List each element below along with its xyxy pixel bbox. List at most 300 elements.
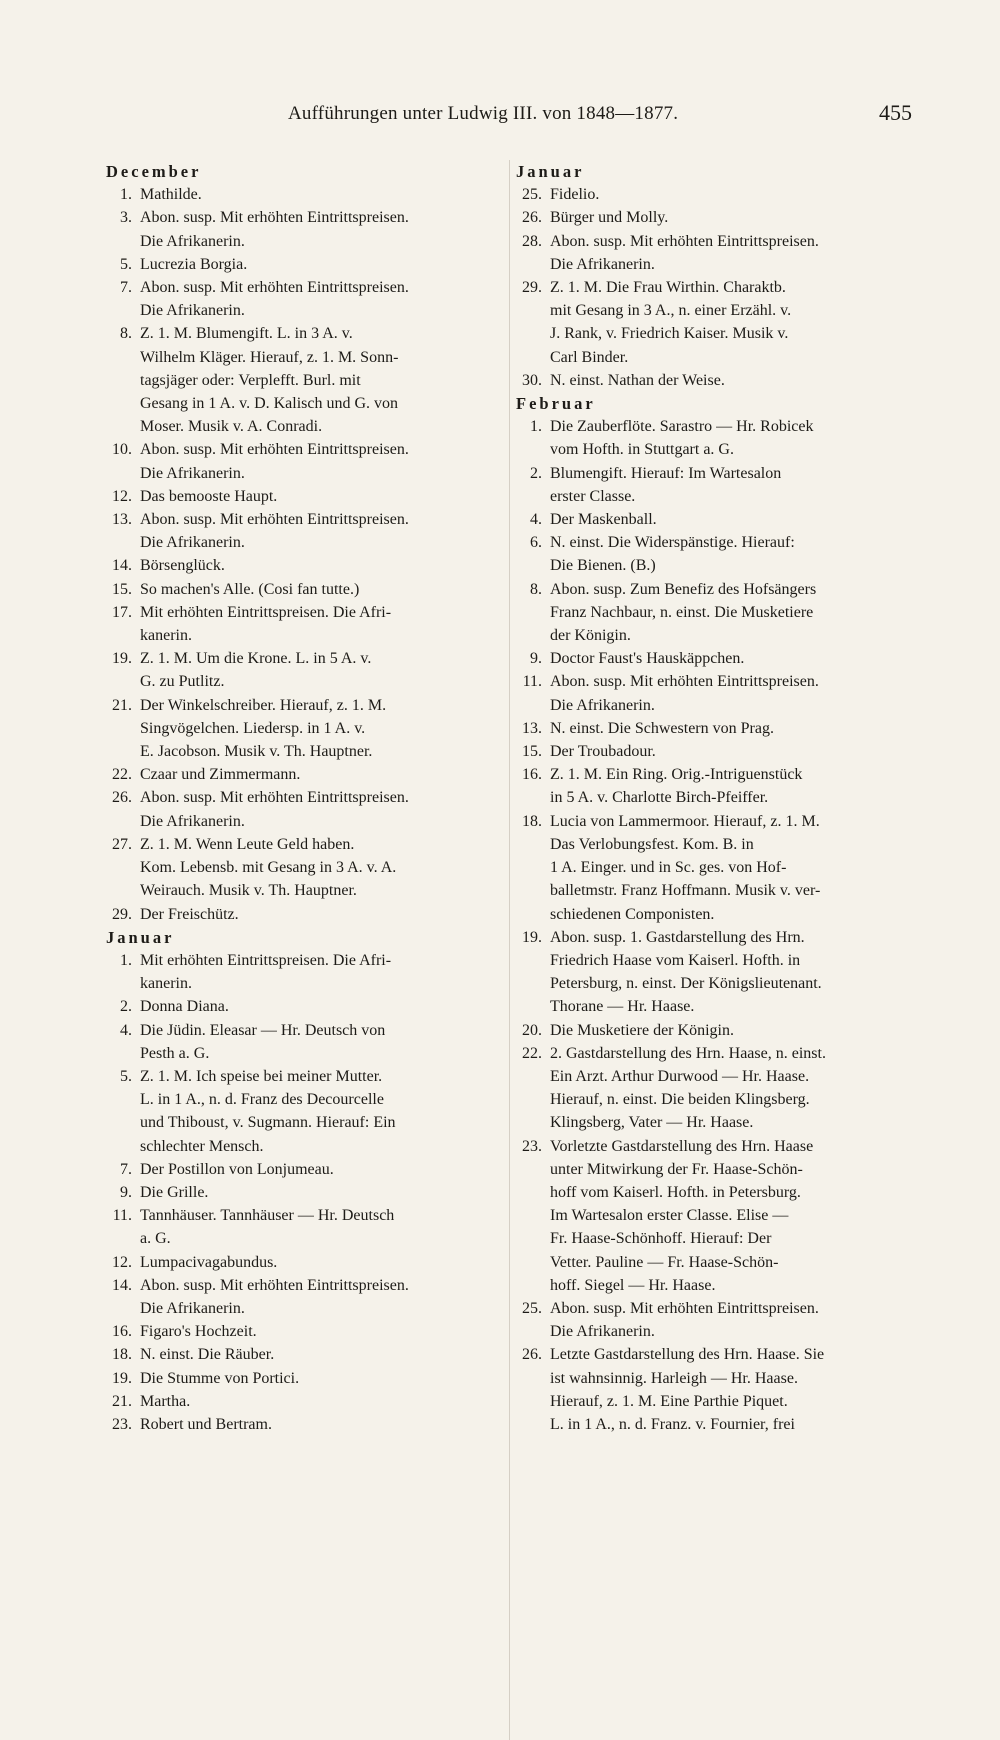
entry-day: 6.	[530, 534, 542, 552]
entry-continuation	[516, 1413, 916, 1436]
performance-entry	[106, 694, 504, 717]
performance-entry	[106, 763, 504, 786]
entry-day	[106, 1042, 140, 1065]
entry-text: balletmstr. Franz Hoffmann. Musik v. ver-	[550, 882, 821, 900]
entry-text: Figaro's Hochzeit.	[140, 1323, 257, 1341]
entry-day: 21.	[112, 696, 132, 714]
entry-continuation	[106, 740, 504, 763]
performance-entry	[106, 1367, 504, 1390]
entry-continuation	[516, 299, 916, 322]
entry-text: Die Zauberflöte. Sarastro — Hr. Robicek	[550, 418, 814, 436]
entry-continuation	[516, 1390, 916, 1413]
performance-entry	[106, 786, 504, 809]
entry-continuation	[106, 972, 504, 995]
entry-text: Moser. Musik v. A. Conradi.	[140, 418, 323, 436]
entry-text: Fr. Haase-Schönhoff. Hierauf: Der	[550, 1230, 772, 1248]
entry-day: 19.	[112, 650, 132, 668]
entry-text: Ein Arzt. Arthur Durwood — Hr. Haase.	[550, 1067, 810, 1085]
entry-continuation	[516, 833, 916, 856]
entry-continuation	[106, 1042, 504, 1065]
entry-day	[516, 903, 550, 926]
entry-day	[106, 810, 140, 833]
entry-day	[516, 1413, 550, 1436]
entry-day	[516, 1390, 550, 1413]
entry-text: Mit erhöhten Eintrittspreisen. Die Afri-	[140, 951, 392, 969]
entry-day	[516, 694, 550, 717]
performance-entry	[516, 206, 916, 229]
performance-entry	[516, 578, 916, 601]
entry-day	[516, 554, 550, 577]
entry-day	[106, 299, 140, 322]
entry-day	[516, 1181, 550, 1204]
entry-day: 9.	[120, 1183, 132, 1201]
entry-text: Die Afrikanerin.	[140, 534, 245, 552]
performance-entry	[106, 833, 504, 856]
entry-continuation	[106, 1111, 504, 1134]
entry-text: Abon. susp. 1. Gastdarstellung des Hrn.	[550, 928, 805, 946]
performance-entry	[106, 1343, 504, 1366]
entry-day: 29.	[522, 279, 542, 297]
performance-entry	[516, 462, 916, 485]
entry-text: hoff vom Kaiserl. Hofth. in Petersburg.	[550, 1183, 801, 1201]
entry-text: Lumpacivagabundus.	[140, 1253, 278, 1271]
performance-entry	[106, 554, 504, 577]
performance-entry	[106, 1204, 504, 1227]
entry-text: Abon. susp. Mit erhöhten Eintrittspreisen.	[140, 789, 409, 807]
entry-text: Z. 1. M. Wenn Leute Geld haben.	[140, 835, 355, 853]
performance-entry	[106, 276, 504, 299]
performance-entry	[516, 1042, 916, 1065]
entry-day	[106, 346, 140, 369]
entry-text: Vetter. Pauline — Fr. Haase-Schön-	[550, 1253, 779, 1271]
entry-text: mit Gesang in 3 A., n. einer Erzähl. v.	[550, 302, 792, 320]
performance-entry	[516, 531, 916, 554]
entry-text: kanerin.	[140, 975, 192, 993]
performance-entry	[106, 322, 504, 345]
performance-entry	[516, 717, 916, 740]
entry-continuation	[516, 856, 916, 879]
entry-text: Abon. susp. Zum Benefiz des Hofsängers	[550, 580, 817, 598]
entry-day: 19.	[522, 928, 542, 946]
entry-text: Die Jüdin. Eleasar — Hr. Deutsch von	[140, 1021, 386, 1039]
performance-entry	[516, 415, 916, 438]
entry-day: 14.	[112, 557, 132, 575]
entry-continuation	[106, 1297, 504, 1320]
entry-continuation	[516, 624, 916, 647]
entry-text: Klingsberg, Vater — Hr. Haase.	[550, 1114, 754, 1132]
entry-day	[516, 346, 550, 369]
month-heading: December	[106, 162, 202, 181]
entry-continuation	[106, 346, 504, 369]
entry-text: Abon. susp. Mit erhöhten Eintrittspreisen.	[550, 232, 819, 250]
entry-day	[516, 786, 550, 809]
entry-text: Hierauf, n. einst. Die beiden Klingsberg.	[550, 1091, 810, 1109]
entry-day: 27.	[112, 835, 132, 853]
entry-text: Fidelio.	[550, 186, 600, 204]
entry-text: N. einst. Die Widerspänstige. Hierauf:	[550, 534, 795, 552]
entry-continuation	[516, 1204, 916, 1227]
entry-day: 12.	[112, 1253, 132, 1271]
entry-day: 19.	[112, 1369, 132, 1387]
performance-entry	[106, 1019, 504, 1042]
entry-day: 30.	[522, 371, 542, 389]
entry-day: 4.	[530, 511, 542, 529]
entry-day	[516, 1204, 550, 1227]
entry-day: 10.	[112, 441, 132, 459]
performance-entry	[106, 206, 504, 229]
entry-continuation	[516, 972, 916, 995]
entry-text: ist wahnsinnig. Harleigh — Hr. Haase.	[550, 1369, 798, 1387]
entry-day: 13.	[522, 719, 542, 737]
entry-continuation	[516, 694, 916, 717]
entry-day	[106, 856, 140, 879]
entry-text: Die Afrikanerin.	[140, 464, 245, 482]
performance-entry	[516, 1135, 916, 1158]
entry-text: N. einst. Die Schwestern von Prag.	[550, 719, 774, 737]
entry-text: hoff. Siegel — Hr. Haase.	[550, 1276, 716, 1294]
entry-day	[106, 717, 140, 740]
entry-text: Der Postillon von Lonjumeau.	[140, 1160, 334, 1178]
performance-entry	[516, 670, 916, 693]
entry-day: 14.	[112, 1276, 132, 1294]
entry-text: Blumengift. Hierauf: Im Wartesalon	[550, 464, 782, 482]
entry-text: Z. 1. M. Ein Ring. Orig.-Intriguenstück	[550, 766, 803, 784]
entry-day: 20.	[522, 1021, 542, 1039]
entry-text: Letzte Gastdarstellung des Hrn. Haase. Sie	[550, 1346, 825, 1364]
entry-text: Carl Binder.	[550, 348, 629, 366]
entry-day: 22.	[112, 766, 132, 784]
entry-continuation	[516, 438, 916, 461]
entry-continuation	[106, 230, 504, 253]
entry-day	[516, 856, 550, 879]
entry-continuation	[516, 786, 916, 809]
entry-day	[516, 485, 550, 508]
performance-entry	[106, 578, 504, 601]
performance-entry	[516, 1343, 916, 1366]
entry-text: Vorletzte Gastdarstellung des Hrn. Haase	[550, 1137, 814, 1155]
entry-text: Robert und Bertram.	[140, 1415, 272, 1433]
entry-day	[516, 601, 550, 624]
entry-text: E. Jacobson. Musik v. Th. Hauptner.	[140, 743, 373, 761]
entry-text: Die Afrikanerin.	[550, 1323, 655, 1341]
entry-text: L. in 1 A., n. d. Franz des Decourcelle	[140, 1091, 384, 1109]
performance-entry	[516, 230, 916, 253]
performance-entry	[106, 485, 504, 508]
entry-day: 29.	[112, 905, 132, 923]
entry-text: L. in 1 A., n. d. Franz. v. Fournier, frei	[550, 1415, 795, 1433]
entry-day: 8.	[530, 580, 542, 598]
entry-continuation	[106, 1227, 504, 1250]
entry-day: 5.	[120, 1067, 132, 1085]
performance-entry	[516, 810, 916, 833]
month-heading: Februar	[516, 394, 596, 414]
entry-text: vom Hofth. in Stuttgart a. G.	[550, 441, 734, 459]
entry-text: Z. 1. M. Um die Krone. L. in 5 A. v.	[140, 650, 372, 668]
entry-day	[106, 392, 140, 415]
performance-entry	[516, 1019, 916, 1042]
entry-text: Doctor Faust's Hauskäppchen.	[550, 650, 745, 668]
performance-entry	[106, 601, 504, 624]
entry-text: 1 A. Einger. und in Sc. ges. von Hof-	[550, 859, 787, 877]
entry-day	[106, 740, 140, 763]
entry-text: Z. 1. M. Die Frau Wirthin. Charaktb.	[550, 279, 786, 297]
entry-day: 26.	[522, 1346, 542, 1364]
entry-text: Czaar und Zimmermann.	[140, 766, 301, 784]
entry-text: Mathilde.	[140, 186, 202, 204]
month-heading: Januar	[516, 162, 585, 181]
entry-continuation	[516, 485, 916, 508]
entry-day: 7.	[120, 279, 132, 297]
entry-continuation	[516, 1065, 916, 1088]
entry-continuation	[106, 1135, 504, 1158]
entry-text: Im Wartesalon erster Classe. Elise —	[550, 1207, 789, 1225]
entry-continuation	[106, 670, 504, 693]
entry-day: 18.	[522, 812, 542, 830]
entry-day: 11.	[112, 1207, 132, 1225]
performance-entry	[516, 508, 916, 531]
entry-day	[516, 1367, 550, 1390]
entry-day: 13.	[112, 511, 132, 529]
entry-text: Singvögelchen. Liedersp. in 1 A. v.	[140, 719, 366, 737]
entry-text: Die Stumme von Portici.	[140, 1369, 300, 1387]
performance-entry	[516, 740, 916, 763]
entry-text: Mit erhöhten Eintrittspreisen. Die Afri-	[140, 603, 392, 621]
entry-continuation	[516, 253, 916, 276]
entry-day: 11.	[522, 673, 542, 691]
entry-day	[516, 1227, 550, 1250]
performance-entry	[106, 1320, 504, 1343]
entry-day: 1.	[530, 418, 542, 436]
performance-entry	[106, 1251, 504, 1274]
entry-text: Tannhäuser. Tannhäuser — Hr. Deutsch	[140, 1207, 395, 1225]
entry-day: 22.	[522, 1044, 542, 1062]
entry-day: 15.	[112, 580, 132, 598]
entry-continuation	[516, 1088, 916, 1111]
performance-entry	[106, 1065, 504, 1088]
performance-entry	[106, 1390, 504, 1413]
entry-text: Z. 1. M. Ich speise bei meiner Mutter.	[140, 1067, 383, 1085]
performance-entry	[516, 926, 916, 949]
entry-text: Abon. susp. Mit erhöhten Eintrittspreisen.	[140, 1276, 409, 1294]
entry-text: Der Freischütz.	[140, 905, 239, 923]
entry-day	[516, 972, 550, 995]
entry-text: Lucia von Lammermoor. Hierauf, z. 1. M.	[550, 812, 820, 830]
entry-continuation	[516, 949, 916, 972]
entry-continuation	[516, 995, 916, 1018]
entry-text: Die Afrikanerin.	[140, 812, 245, 830]
entry-day: 2.	[530, 464, 542, 482]
entry-day: 18.	[112, 1346, 132, 1364]
right-column	[516, 160, 916, 1436]
performance-entry	[516, 183, 916, 206]
entry-text: Die Afrikanerin.	[140, 232, 245, 250]
entry-continuation	[516, 879, 916, 902]
entry-continuation	[106, 299, 504, 322]
entry-continuation	[106, 415, 504, 438]
entry-text: erster Classe.	[550, 487, 636, 505]
entry-day: 2.	[120, 998, 132, 1016]
entry-text: Die Afrikanerin.	[140, 302, 245, 320]
entry-day	[516, 299, 550, 322]
entry-day: 7.	[120, 1160, 132, 1178]
performance-entry	[516, 763, 916, 786]
performance-entry	[106, 1158, 504, 1181]
entry-day: 26.	[522, 209, 542, 227]
performance-entry	[106, 183, 504, 206]
entry-text: schlechter Mensch.	[140, 1137, 264, 1155]
column-divider	[509, 160, 510, 1740]
entry-text: und Thiboust, v. Sugmann. Hierauf: Ein	[140, 1114, 396, 1132]
entry-day: 25.	[522, 1299, 542, 1317]
entry-day: 1.	[120, 951, 132, 969]
entry-text: Abon. susp. Mit erhöhten Eintrittspreisen.	[140, 441, 409, 459]
performance-entry	[516, 276, 916, 299]
entry-text: Die Afrikanerin.	[550, 696, 655, 714]
entry-text: kanerin.	[140, 627, 192, 645]
entry-text: Die Grille.	[140, 1183, 209, 1201]
entry-text: G. zu Putlitz.	[140, 673, 225, 691]
entry-text: Das bemooste Haupt.	[140, 487, 278, 505]
performance-entry	[106, 995, 504, 1018]
entry-day: 23.	[112, 1415, 132, 1433]
left-column	[106, 160, 504, 1436]
entry-text: Die Afrikanerin.	[550, 255, 655, 273]
performance-entry	[516, 1297, 916, 1320]
entry-day	[516, 995, 550, 1018]
entry-text: der Königin.	[550, 627, 631, 645]
entry-text: schiedenen Componisten.	[550, 905, 715, 923]
entry-text: Gesang in 1 A. v. D. Kalisch und G. von	[140, 395, 399, 413]
entry-day	[106, 1111, 140, 1134]
month-heading: Januar	[106, 927, 175, 947]
entry-day: 26.	[112, 789, 132, 807]
entry-day	[516, 1065, 550, 1088]
entry-day	[106, 230, 140, 253]
entry-day	[106, 1088, 140, 1111]
entry-text: N. einst. Die Räuber.	[140, 1346, 275, 1364]
entry-text: Martha.	[140, 1392, 191, 1410]
entry-text: 2. Gastdarstellung des Hrn. Haase, n. einst.	[550, 1044, 826, 1062]
entry-day: 17.	[112, 603, 132, 621]
entry-text: Donna Diana.	[140, 998, 229, 1016]
entry-text: unter Mitwirkung der Fr. Haase-Schön-	[550, 1160, 803, 1178]
entry-text: So machen's Alle. (Cosi fan tutte.)	[140, 580, 360, 598]
entry-day: 28.	[522, 232, 542, 250]
entry-text: Die Afrikanerin.	[140, 1299, 245, 1317]
entry-day: 16.	[112, 1323, 132, 1341]
entry-text: Abon. susp. Mit erhöhten Eintrittspreisen.	[140, 209, 409, 227]
entry-day	[516, 438, 550, 461]
performance-entry	[106, 438, 504, 461]
entry-day: 1.	[120, 186, 132, 204]
entry-text: Friedrich Haase vom Kaiserl. Hofth. in	[550, 951, 801, 969]
entry-day	[516, 833, 550, 856]
entry-text: tagsjäger oder: Verplefft. Burl. mit	[140, 371, 361, 389]
performance-entry	[516, 647, 916, 670]
entry-text: Kom. Lebensb. mit Gesang in 3 A. v. A.	[140, 859, 397, 877]
entry-text: Der Winkelschreiber. Hierauf, z. 1. M.	[140, 696, 387, 714]
entry-day	[516, 949, 550, 972]
entry-text: Abon. susp. Mit erhöhten Eintrittspreisen.	[140, 279, 409, 297]
entry-continuation	[516, 1181, 916, 1204]
performance-entry	[106, 949, 504, 972]
entry-text: Z. 1. M. Blumengift. L. in 3 A. v.	[140, 325, 353, 343]
entry-continuation	[106, 462, 504, 485]
entry-day	[516, 253, 550, 276]
entry-text: Hierauf, z. 1. M. Eine Parthie Piquet.	[550, 1392, 788, 1410]
entry-day	[106, 624, 140, 647]
entry-day: 15.	[522, 743, 542, 761]
performance-entry	[106, 647, 504, 670]
entry-day	[106, 670, 140, 693]
entry-text: J. Rank, v. Friedrich Kaiser. Musik v.	[550, 325, 789, 343]
performance-entry	[106, 903, 504, 926]
entry-day: 4.	[120, 1021, 132, 1039]
entry-continuation	[106, 531, 504, 554]
entry-day	[516, 322, 550, 345]
entry-day: 3.	[120, 209, 132, 227]
entry-day	[516, 1158, 550, 1181]
entry-day	[516, 1088, 550, 1111]
entry-day	[106, 879, 140, 902]
page-number: 455	[879, 100, 912, 125]
entry-text: Wilhelm Kläger. Hierauf, z. 1. M. Sonn-	[140, 348, 399, 366]
entry-text: Abon. susp. Mit erhöhten Eintrittspreisen.	[140, 511, 409, 529]
performance-entry	[516, 369, 916, 392]
entry-continuation	[516, 1274, 916, 1297]
entry-day	[516, 624, 550, 647]
entry-continuation	[106, 856, 504, 879]
entry-day	[516, 1274, 550, 1297]
entry-day	[106, 415, 140, 438]
entry-text: N. einst. Nathan der Weise.	[550, 371, 725, 389]
entry-day	[106, 369, 140, 392]
entry-text: Der Maskenball.	[550, 511, 657, 529]
entry-continuation	[106, 717, 504, 740]
entry-text: Abon. susp. Mit erhöhten Eintrittspreisen.	[550, 673, 819, 691]
entry-day	[106, 462, 140, 485]
entry-text: Die Musketiere der Königin.	[550, 1021, 734, 1039]
entry-continuation	[106, 624, 504, 647]
entry-text: Das Verlobungsfest. Kom. B. in	[550, 835, 754, 853]
entry-continuation	[516, 322, 916, 345]
entry-day	[516, 879, 550, 902]
entry-continuation	[516, 903, 916, 926]
entry-text: Börsenglück.	[140, 557, 225, 575]
entry-text: Franz Nachbaur, n. einst. Die Musketiere	[550, 603, 814, 621]
entry-continuation	[516, 601, 916, 624]
entry-day	[106, 972, 140, 995]
entry-continuation	[516, 554, 916, 577]
entry-day: 21.	[112, 1392, 132, 1410]
entry-continuation	[516, 1227, 916, 1250]
entry-continuation	[106, 1088, 504, 1111]
running-header: Aufführungen unter Ludwig III. von 1848—1877.	[288, 103, 679, 124]
entry-text: Bürger und Molly.	[550, 209, 669, 227]
entry-day	[106, 1227, 140, 1250]
entry-continuation	[516, 346, 916, 369]
entry-continuation	[106, 369, 504, 392]
entry-text: Petersburg, n. einst. Der Königslieutenant.	[550, 975, 822, 993]
entry-day: 8.	[120, 325, 132, 343]
entry-continuation	[106, 810, 504, 833]
entry-text: Thorane — Hr. Haase.	[550, 998, 695, 1016]
entry-continuation	[516, 1320, 916, 1343]
entry-continuation	[516, 1367, 916, 1390]
entry-continuation	[106, 392, 504, 415]
entry-text: Der Troubadour.	[550, 743, 656, 761]
entry-day	[106, 1297, 140, 1320]
